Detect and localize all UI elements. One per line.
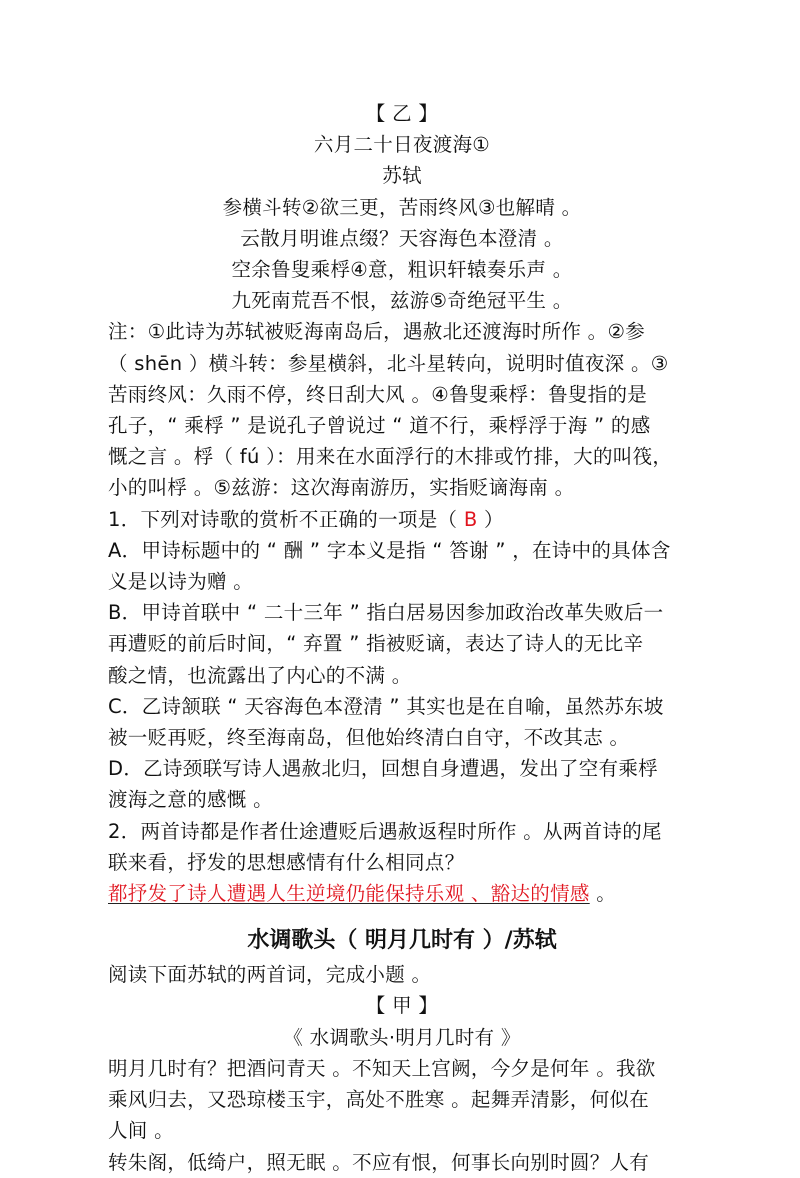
section-instruction: 阅读下面苏轼的两首词，完成小题 。 bbox=[108, 963, 432, 987]
note-line: 苦雨终风：久雨不停，终日刮大风 。④鲁叟乘桴：鲁叟指的是 bbox=[108, 382, 648, 406]
poem-yi-title: 六月二十日夜渡海① bbox=[313, 133, 491, 157]
question-2-stem: 2．两首诗都是作者仕途遭贬后遇赦返程时所作 。从两首诗的尾 bbox=[108, 819, 662, 843]
poem-jia-title: 《 水调歌头·明月几时有 》 bbox=[283, 1025, 521, 1049]
note-line: 注：①此诗为苏轼被贬海南岛后，遇赦北还渡海时所作 。②参 bbox=[108, 320, 646, 344]
note-line: 慨之言 。桴（ fú ）：用来在水面浮行的木排或竹排，大的叫筏， bbox=[108, 445, 673, 469]
ci-line: 人间 。 bbox=[108, 1119, 174, 1143]
question-1-stem bbox=[108, 504, 696, 535]
stem-text: ） bbox=[477, 507, 504, 531]
option-a: A．甲诗标题中的 “ 酬 ” 字本义是指 “ 答谢 ” ，在诗中的具体含 bbox=[108, 538, 671, 562]
option-d: 渡海之意的感慨 。 bbox=[108, 788, 273, 812]
answer-period: 。 bbox=[589, 882, 617, 906]
question-2-answer: 都抒发了诗人遭遇人生逆境仍能保持乐观 、豁达的情感 bbox=[108, 882, 590, 906]
question-1 bbox=[108, 504, 696, 816]
document-page bbox=[108, 98, 696, 1178]
question-2 bbox=[108, 816, 696, 910]
ci-line: 明月几时有？把酒问青天 。不知天上宫阙，今夕是何年 。我欲 bbox=[108, 1056, 656, 1080]
poem-yi-author: 苏轼 bbox=[382, 164, 422, 188]
poem-line: 云散月明谁点缀？天容海色本澄清 。 bbox=[240, 226, 564, 250]
option-b: B．甲诗首联中 “ 二十三年 ” 指白居易因参加政治改革失败后一 bbox=[108, 601, 664, 625]
option-b: 酸之情，也流露出了内心的不满 。 bbox=[108, 663, 412, 687]
ci-line: 乘风归去，又恐琼楼玉宇，高处不胜寒 。起舞弄清影，何似在 bbox=[108, 1088, 650, 1112]
question-2-answer-line bbox=[108, 878, 696, 909]
question-2-stem: 联来看，抒发的思想感情有什么相同点？ bbox=[108, 850, 465, 874]
notes bbox=[108, 316, 696, 503]
note-line: 孔子，“ 乘桴 ” 是说孔子曾说过 “ 道不行，乘桴浮于海 ” 的感 bbox=[108, 414, 651, 438]
question-1-answer: B bbox=[463, 507, 478, 531]
poem-line: 九死南荒吾不恨，兹游⑤奇绝冠平生 。 bbox=[231, 289, 573, 313]
ci-line: 转朱阁，低绮户，照无眠 。不应有恨，何事长向别时圆？人有 bbox=[108, 1150, 650, 1174]
poem-jia-marker: 【 甲 】 bbox=[365, 994, 439, 1018]
poem-line: 参横斗转②欲三更，苦雨终风③也解晴 。 bbox=[222, 195, 582, 219]
option-c: 被一贬再贬，终至海南岛，但他始终清白自守，不改其志 。 bbox=[108, 726, 630, 750]
option-a: 义是以诗为赠 。 bbox=[108, 570, 254, 594]
section-heading: 水调歌头（ 明月几时有 ）/苏轼 bbox=[247, 928, 557, 954]
stem-text: 1．下列对诗歌的赏析不正确的一项是（ bbox=[108, 507, 464, 531]
poem-line: 空余鲁叟乘桴④意，粗识轩辕奏乐声 。 bbox=[231, 258, 573, 282]
option-d: D．乙诗颈联写诗人遇赦北归，回想自身遭遇，发出了空有乘桴 bbox=[108, 757, 658, 781]
note-line: （ shēn ）横斗转：参星横斜，北斗星转向，说明时值夜深 。③ bbox=[108, 351, 669, 375]
option-c: C．乙诗颔联 “ 天容海色本澄清 ” 其实也是在自喻，虽然苏东坡 bbox=[108, 694, 664, 718]
option-b: 再遭贬的前后时间，“ 弃置 ” 指被贬谪，表达了诗人的无比辛 bbox=[108, 632, 644, 656]
poem-yi-marker: 【 乙 】 bbox=[365, 102, 439, 125]
note-line: 小的叫桴 。⑤兹游：这次海南游历，实指贬谪海南 。 bbox=[108, 476, 575, 500]
